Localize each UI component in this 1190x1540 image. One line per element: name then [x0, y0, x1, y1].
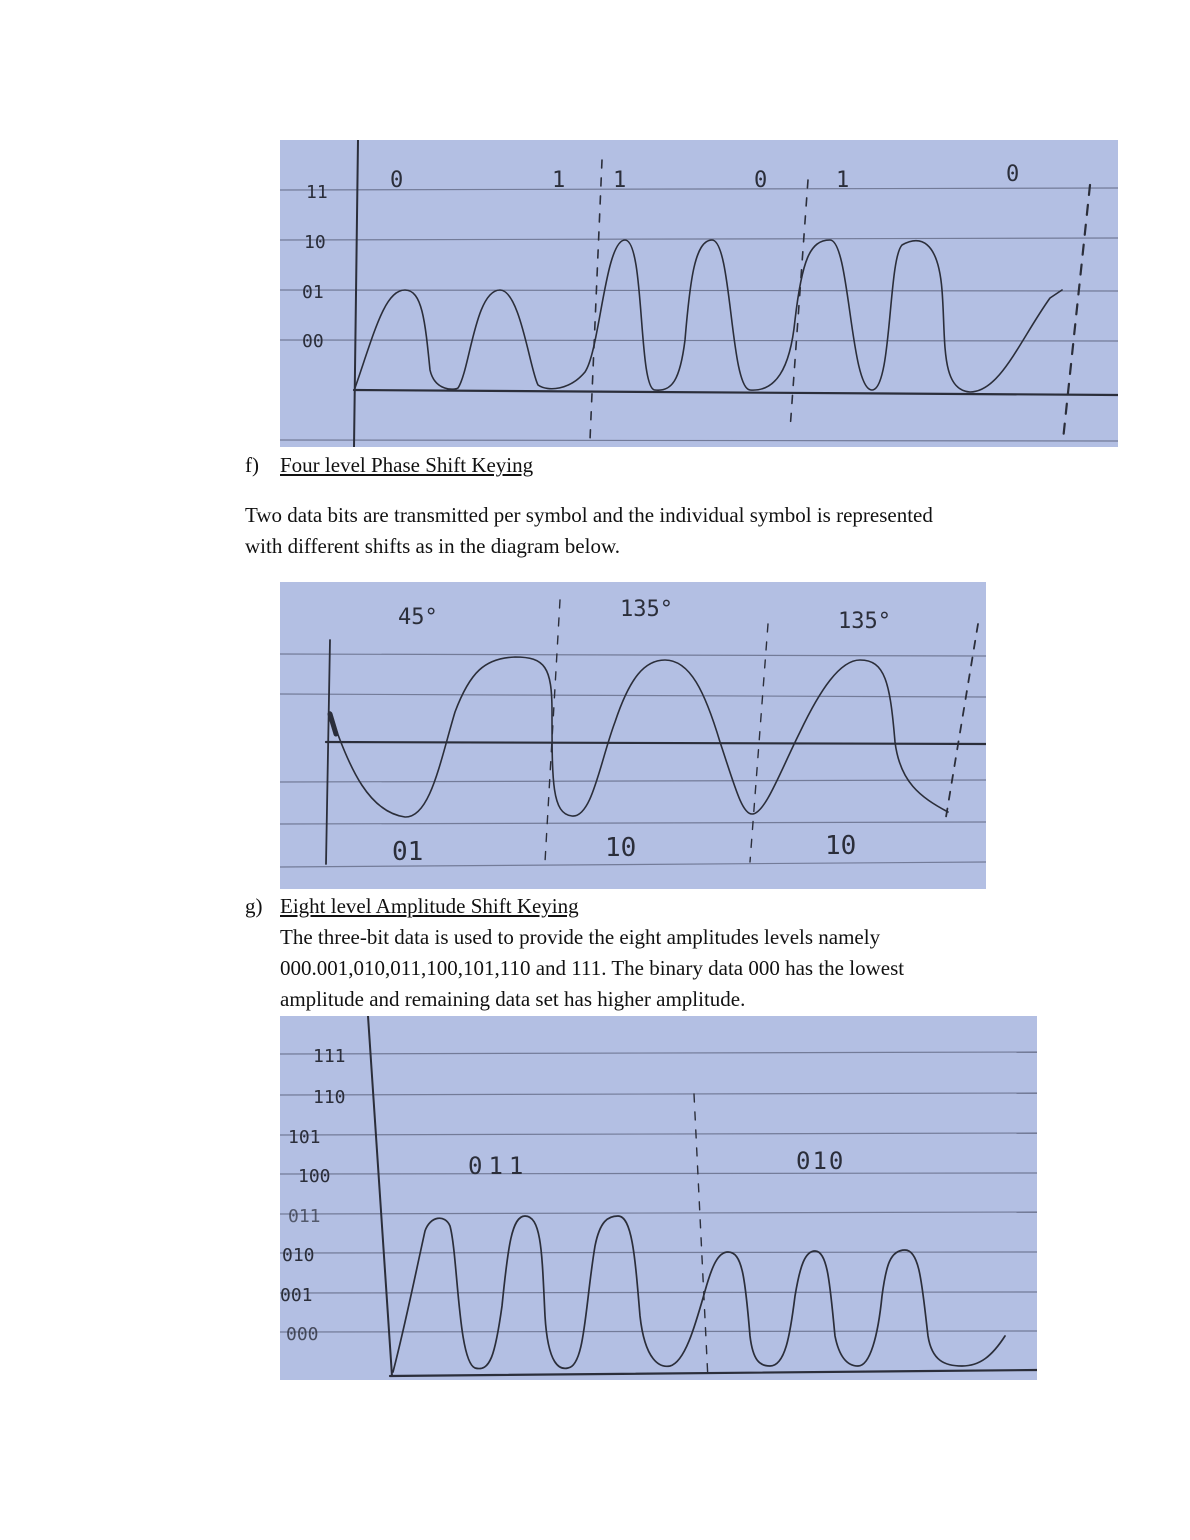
section-f-marker: f) [245, 453, 259, 477]
ask-symbol-label: 011 [468, 1152, 530, 1180]
section-g-body-line: 000.001,010,011,100,101,110 and 111. The binary data 000 has the lowest [280, 956, 905, 980]
fsk-y-label: 11 [306, 182, 328, 203]
section-f-title: Four level Phase Shift Keying [280, 453, 534, 477]
ask-y-label: 011 [288, 1206, 321, 1227]
section-f-heading [245, 450, 945, 481]
section-f-body [245, 500, 1065, 562]
fsk-y-label: 10 [304, 232, 326, 253]
section-g-heading [245, 891, 945, 922]
fsk-bit-label: 1 [836, 168, 850, 193]
fsk-waveform-drawing [280, 140, 1118, 447]
section-g-body [280, 922, 1080, 1015]
ask-y-label: 111 [313, 1046, 346, 1067]
ask-y-label: 010 [282, 1245, 315, 1266]
fsk-bit-label: 0 [1006, 162, 1020, 187]
fsk-bit-label: 0 [754, 168, 768, 193]
ask-y-label: 101 [288, 1127, 321, 1148]
psk-symbol-label: 10 [825, 831, 857, 861]
fsk-bit-label: 0 [390, 168, 404, 193]
fsk-waveform-figure [280, 140, 1118, 447]
psk-waveform-figure [280, 582, 986, 889]
ask-y-label: 110 [313, 1087, 346, 1108]
fsk-y-label: 01 [302, 282, 324, 303]
fsk-bit-label: 1 [613, 168, 627, 193]
psk-symbol-label: 01 [392, 837, 424, 867]
fsk-bit-label: 1 [552, 168, 566, 193]
section-f-body-line: Two data bits are transmitted per symbol and the individual symbol is represented [245, 503, 933, 527]
ask-y-label: 001 [280, 1285, 313, 1306]
psk-phase-label: 135° [838, 609, 891, 634]
section-g-body-line: The three-bit data is used to provide the eight amplitudes levels namely [280, 925, 881, 949]
section-f-body-line: with different shifts as in the diagram below. [245, 534, 620, 558]
fsk-y-label: 00 [302, 331, 324, 352]
psk-phase-label: 135° [620, 597, 673, 622]
psk-waveform-drawing [280, 582, 986, 889]
section-g-marker: g) [245, 894, 263, 918]
ask-y-label: 100 [298, 1166, 331, 1187]
ask-waveform-drawing [280, 1016, 1037, 1380]
ask-symbol-label: 010 [796, 1147, 846, 1175]
ask-y-label: 000 [286, 1324, 319, 1345]
section-g-body-line: amplitude and remaining data set has higher amplitude. [280, 987, 746, 1011]
ask-waveform-figure [280, 1016, 1037, 1380]
section-g-title: Eight level Amplitude Shift Keying [280, 894, 579, 918]
psk-symbol-label: 10 [605, 833, 637, 863]
psk-phase-label: 45° [398, 605, 438, 630]
